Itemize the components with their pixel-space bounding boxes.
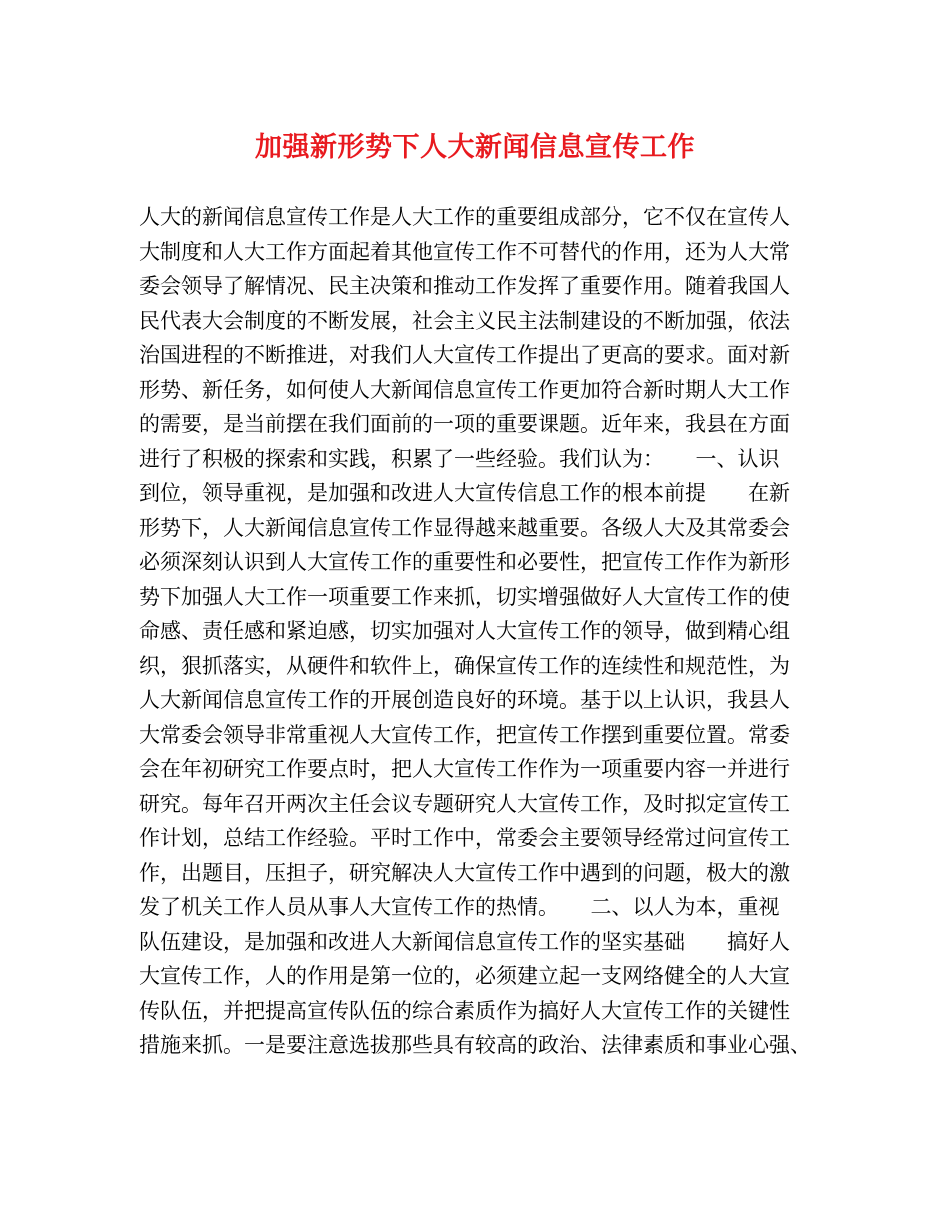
body-text-line: 传队伍，并把提高宣传队伍的综合素质作为搞好人大宣传工作的关键性: [139, 998, 790, 1023]
body-text-line: 进行了积极的探索和实践，积累了一些经验。我们认为： 一、认识: [139, 446, 780, 471]
body-text-line: 织，狠抓落实，从硬件和软件上，确保宣传工作的连续性和规范性，为: [139, 653, 790, 678]
body-text-line: 大宣传工作，人的作用是第一位的，必须建立起一支网络健全的人大宣: [139, 964, 790, 988]
body-text-line: 研究。每年召开两次主任会议专题研究人大宣传工作，及时拟定宣传工: [139, 791, 790, 816]
body-text-line: 队伍建设，是加强和改进人大新闻信息宣传工作的坚实基础 搞好人: [139, 929, 790, 954]
body-text-line: 形势、新任务，如何使人大新闻信息宣传工作更加符合新时期人大工作: [139, 377, 790, 402]
document-body: [139, 200, 829, 1063]
body-text-line: 人大的新闻信息宣传工作是人大工作的重要组成部分，它不仅在宣传人: [139, 205, 790, 229]
body-text-line: 命感、责任感和紧迫感，切实加强对人大宣传工作的领导，做到精心组: [139, 619, 790, 643]
body-text-line: 形势下，人大新闻信息宣传工作显得越来越重要。各级人大及其常委会: [139, 515, 790, 540]
body-text-line: 作，出题目，压担子，研究解决人大宣传工作中遇到的问题，极大的激: [139, 860, 790, 885]
body-text-line: 发了机关工作人员从事人大宣传工作的热情。 二、以人为本，重视: [139, 895, 780, 919]
body-text-line: 必须深刻认识到人大宣传工作的重要性和必要性，把宣传工作作为新形: [139, 550, 790, 574]
body-text-line: 到位，领导重视，是加强和改进人大宣传信息工作的根本前提 在新: [139, 481, 790, 505]
body-text-line: 民代表大会制度的不断发展，社会主义民主法制建设的不断加强，依法: [139, 308, 790, 333]
body-text-line: 委会领导了解情况、民主决策和推动工作发挥了重要作用。随着我国人: [139, 274, 790, 298]
body-text-line: 会在年初研究工作要点时，把人大宣传工作作为一项重要内容一并进行: [139, 757, 790, 781]
body-text-line: 治国进程的不断推进，对我们人大宣传工作提出了更高的要求。面对新: [139, 343, 790, 367]
body-text-line: 的需要，是当前摆在我们面前的一项的重要课题。近年来，我县在方面: [139, 412, 790, 436]
body-text-line: 人大新闻信息宣传工作的开展创造良好的环境。基于以上认识，我县人: [139, 688, 790, 712]
page-title: 加强新形势下人大新闻信息宣传工作: [255, 132, 695, 163]
body-text-line: 措施来抓。一是要注意选拔那些具有较高的政治、法律素质和事业心强、: [139, 1033, 811, 1057]
body-text-line: 大制度和人大工作方面起着其他宣传工作不可替代的作用，还为人大常: [139, 239, 790, 264]
body-text-line: 作计划，总结工作经验。平时工作中，常委会主要领导经常过问宣传工: [139, 826, 790, 850]
body-text-line: 大常委会领导非常重视人大宣传工作，把宣传工作摆到重要位置。常委: [139, 722, 790, 747]
body-text-line: 势下加强人大工作一项重要工作来抓，切实增强做好人大宣传工作的使: [139, 584, 790, 609]
